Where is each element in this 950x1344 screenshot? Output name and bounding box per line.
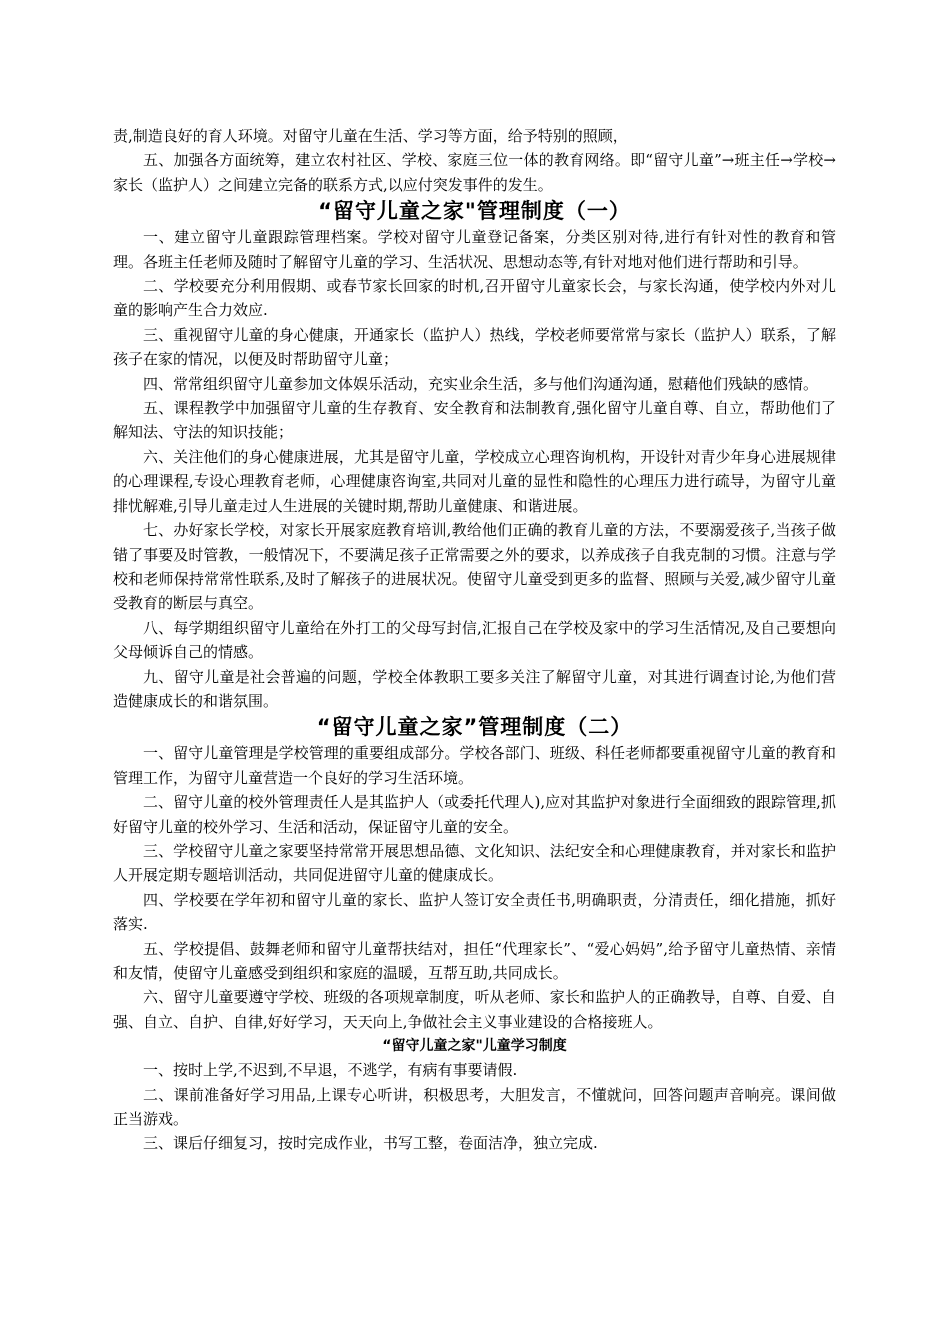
section1-item-1: 一、建立留守儿童跟踪管理档案。学校对留守儿童登记备案，分类区别对待,进行有针对性的教育和管理。各班主任老师及随时了解留守儿童的学习、生活状况、思想动态等,有针对地对他们进行帮助和引导。 <box>113 228 836 271</box>
section2-item-5: 五、学校提倡、鼓舞老师和留守儿童帮扶结对，担任“代理家长”、“爱心妈妈”,给予留守儿童热情、亲情和友情，使留守儿童感受到组织和家庭的温暖，互帮互助,共同成长。 <box>113 939 836 982</box>
section1-item-3: 三、重视留守儿童的身心健康，开通家长（监护人）热线，学校老师要常常与家长（监护人）联系，了解孩子在家的情况，以便及时帮助留守儿童； <box>113 325 836 369</box>
section3-item-2: 二、课前准备好学习用品,上课专心听讲，积极思考，大胆发言，不懂就问，回答问题声音响亮。课间做正当游戏。 <box>113 1085 836 1129</box>
section2-title: “留守儿童之家”管理制度（二） <box>316 715 633 740</box>
section1-item-4: 四、常常组织留守儿童参加文体娱乐活动，充实业余生活，多与他们沟通沟通，慰藉他们残缺的感情。 <box>143 374 819 393</box>
section1-item-7: 七、办好家长学校，对家长开展家庭教育培训,教给他们正确的教育儿童的方法，不要溺爱孩子,当孩子做错了事要及时管教，一般情况下，不要满足孩子正常需要之外的要求，以养成孩子自我克制的习惯。注意与学校和老师保持常常性联系,及时了解孩子的进展状况。使留守儿童受到更多的监督、照顾与关爱,减少留守儿童受教育的断层与真空。 <box>113 521 836 613</box>
section3-title: “留守儿童之家"儿童学习制度 <box>382 1038 567 1055</box>
section2-item-1: 一、留守儿童管理是学校管理的重要组成部分。学校各部门、班级、科任老师都要重视留守儿童的教育和管理工作，为留守儿童营造一个良好的学习生活环境。 <box>113 744 836 787</box>
section2-item-6: 六、留守儿童要遵守学校、班级的各项规章制度，听从老师、家长和监护人的正确教导，自尊、自爱、自强、自立、自护、自律,好好学习，天天向上,争做社会主义事业建设的合格接班人。 <box>113 988 836 1031</box>
section1-item-2: 二、学校要充分利用假期、或春节家长回家的时机,召开留守儿童家长会，与家长沟通，使学校内外对儿童的影响产生合力效应. <box>113 277 836 320</box>
section1-title: “留守儿童之家"管理制度（一） <box>318 199 631 224</box>
section1-item-8: 八、每学期组织留守儿童给在外打工的父母写封信,汇报自己在学校及家中的学习生活情况,及自己要想向父母倾诉自己的情感。 <box>113 618 836 662</box>
section2-item-2: 二、留守儿童的校外管理责任人是其监护人（或委托代理人),应对其监护对象进行全面细致的跟踪管理,抓好留守儿童的校外学习、生活和活动，保证留守儿童的安全。 <box>113 793 836 836</box>
intro-paragraph-1: 责,制造良好的育人环境。对留守儿童在生活、学习等方面，给予特别的照顾， <box>113 127 628 145</box>
section1-item-5: 五、课程教学中加强留守儿童的生存教育、安全教育和法制教育,强化留守儿童自尊、自立，帮助他们了解知法、守法的知识技能； <box>113 399 836 442</box>
section3-item-1: 一、按时上学,不迟到,不早退，不逃学，有病有事要请假. <box>143 1061 518 1080</box>
section2-item-4: 四、学校要在学年初和留守儿童的家长、监护人签订安全责任书,明确职责，分清责任，细化措施，抓好落实. <box>113 890 836 934</box>
intro-paragraph-2: 五、加强各方面统筹，建立农村社区、学校、家庭三位一体的教育网络。即“留守儿童”→班主任→学校→家长（监护人）之间建立完备的联系方式,以应付突发事件的发生。 <box>113 151 836 194</box>
section3-item-3: 三、课后仔细复习，按时完成作业，书写工整，卷面洁净，独立完成. <box>143 1134 598 1153</box>
section2-item-3: 三、学校留守儿童之家要坚持常常开展思想品德、文化知识、法纪安全和心理健康教育，并对家长和监护人开展定期专题培训活动，共同促进留守儿童的健康成长。 <box>113 841 836 885</box>
section1-item-6: 六、关注他们的身心健康进展，尤其是留守儿童，学校成立心理咨询机构，开设针对青少年身心进展规律的心理课程,专设心理教育老师，心理健康咨询室,共同对儿童的显性和隐性的心理压力进行疏导，为留守儿童排忧解难,引导儿童走过人生进展的关键时期,帮助儿童健康、和谐进展。 <box>113 447 836 515</box>
section1-item-9: 九、留守儿童是社会普遍的问题，学校全体教职工要多关注了解留守儿童，对其进行调查讨论,为他们营造健康成长的和谐氛围。 <box>113 667 836 710</box>
document-page <box>113 124 836 1156</box>
